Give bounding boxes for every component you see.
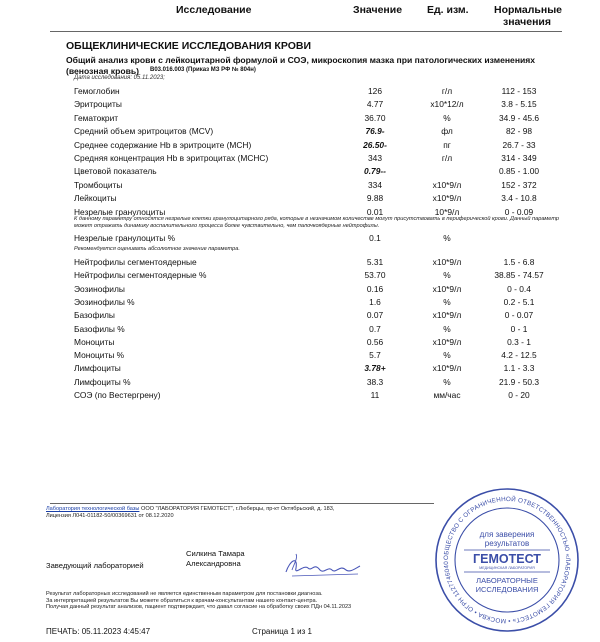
row-norm: 1.5 - 6.8	[503, 257, 535, 267]
table-row	[0, 377, 600, 390]
col-norm-header: Нормальные	[494, 4, 563, 16]
row-unit: 10*9/л	[434, 206, 460, 217]
row-norm: 0 - 0.07	[504, 310, 534, 321]
page-number: Страница 1 из 1	[252, 627, 312, 636]
table-row	[0, 284, 600, 297]
test-code: B03.016.003 (Приказ МЗ РФ № 804н)	[150, 67, 256, 73]
stamp-bottom-1: ЛАБОРАТОРНЫЕ	[476, 576, 538, 585]
row-norm: 4.2 - 12.5	[501, 350, 537, 361]
disclaimer-line-2: За интерпретацией результатов Вы можете обратиться к врачам-консультантам нашего контакт-центра.	[46, 597, 318, 604]
footer-divider	[50, 503, 434, 504]
lab-link[interactable]: Лаборатория технологической базы	[46, 506, 140, 512]
note-absolute-value: Рекомендуется оценивать абсолютное значение параметра.	[74, 246, 240, 252]
signature-image	[282, 546, 364, 582]
row-unit: x10*9/л	[432, 336, 462, 347]
table-row	[0, 350, 600, 363]
head-name-line-1: Силкина Тамара	[186, 549, 245, 558]
row-norm: 0.3 - 1	[507, 336, 531, 347]
row-unit: %	[443, 323, 451, 334]
row-unit: фл	[441, 126, 453, 137]
disclaimer	[46, 591, 436, 611]
stamp-brand-sub: МЕДИЦИНСКАЯ ЛАБОРАТОРИЯ	[479, 566, 535, 570]
row-unit: %	[443, 296, 451, 307]
row-unit: %	[443, 350, 451, 361]
row-unit: %	[443, 270, 451, 281]
row-name: Нейтрофилы сегментоядерные	[74, 257, 197, 267]
row-value: 0.56	[366, 336, 384, 347]
row-value: 3.78+	[364, 363, 386, 374]
row-value: 0.7	[369, 323, 381, 334]
head-of-lab-name	[186, 549, 245, 569]
table-row	[0, 113, 600, 126]
row-value: 0.1	[369, 233, 381, 243]
head-name-line-2: Александровна	[186, 559, 241, 568]
row-norm: 26.7 - 33	[502, 139, 536, 150]
table-row	[0, 166, 600, 179]
table-row	[0, 126, 600, 139]
row-value: 0.79--	[364, 166, 386, 177]
row-norm: 152 - 372	[501, 179, 537, 190]
row-unit: г/л	[441, 153, 453, 163]
row-unit: x10*9/л	[432, 283, 462, 294]
row-norm: 0 - 20	[508, 390, 530, 400]
row-name: Средний объем эритроцитов (MCV)	[74, 126, 214, 137]
table-row	[0, 180, 600, 193]
row-name: Средняя концентрация Hb в эритроцитах (MCHC)	[74, 153, 269, 163]
note-immature-granulocytes: К данному параметру относятся незрелые клетки гранулоцитарного ряда, которые в незначимом количестве могут присутствовать в периферической крови. Данный параметр может отражать динамику воспалительного процесса более чувствительно, чем палочкоядерные нейтрофилы.	[74, 216, 560, 229]
stamp-seal	[434, 487, 580, 633]
header-divider	[50, 31, 562, 32]
row-name: Гематокрит	[74, 112, 119, 123]
disclaimer-line-3: Получая данный результат анализов, пациент подтверждает, что давал согласие на обработку своих ПДн 04.11.2023	[46, 604, 352, 611]
row-value: 76.9-	[365, 126, 385, 137]
row-name: Эозинофилы	[74, 283, 125, 294]
row-norm: 0 - 0.4	[507, 283, 531, 294]
table-row	[0, 257, 600, 270]
stamp-bottom-2: ИССЛЕДОВАНИЯ	[475, 585, 539, 594]
row-unit: x10*12/л	[430, 99, 464, 110]
table-row	[0, 86, 600, 99]
row-value: 0.01	[366, 206, 384, 217]
row-name: Лимфоциты	[74, 363, 121, 374]
row-value: 36.70	[364, 112, 386, 123]
row-name: Среднее содержание Hb в эритроците (MCH)	[74, 139, 252, 150]
row-norm: 0 - 1	[510, 323, 528, 334]
row-name: Лимфоциты %	[74, 376, 131, 387]
table-row	[0, 310, 600, 323]
test-name	[66, 55, 566, 76]
row-name: СОЭ (по Вестергрену)	[74, 390, 161, 400]
row-value: 126	[368, 86, 382, 96]
row-unit: %	[443, 233, 451, 243]
row-value: 4.77	[366, 99, 384, 110]
row-unit: x10*9/л	[432, 310, 462, 321]
row-norm: 314 - 349	[501, 153, 537, 163]
table-header	[0, 2, 600, 30]
lab-info	[46, 506, 426, 519]
table-row	[0, 153, 600, 166]
row-name: Моноциты %	[74, 350, 125, 361]
row-value: 38.3	[366, 376, 384, 387]
signature	[282, 546, 364, 587]
lab-license: Лицензия Л041-01182-50/00369631 от 08.12.2020	[46, 512, 174, 519]
row-name: Нейтрофилы сегментоядерные %	[74, 270, 207, 281]
col-test-header: Исследование	[176, 4, 252, 16]
section-title: ОБЩЕКЛИНИЧЕСКИЕ ИССЛЕДОВАНИЯ КРОВИ	[66, 40, 311, 52]
row-name: Эозинофилы %	[74, 296, 135, 307]
row-value: 11	[370, 390, 380, 400]
row-unit: пг	[443, 139, 451, 150]
stamp-top-2: результатов	[484, 539, 530, 548]
row-value: 343	[368, 153, 382, 163]
row-unit: %	[443, 376, 451, 387]
print-timestamp: ПЕЧАТЬ: 05.11.2023 4:45:47	[46, 627, 151, 636]
row-name: Тромбоциты	[74, 179, 123, 190]
gemotest-stamp	[434, 487, 580, 638]
row-norm: 3.8 - 5.15	[501, 99, 537, 110]
stamp-top-1: для заверения	[479, 530, 535, 539]
table-row	[0, 324, 600, 337]
row-unit: x10*9/л	[432, 179, 462, 190]
table-row	[0, 363, 600, 376]
row-unit: %	[443, 112, 451, 123]
row-value: 9.88	[366, 193, 384, 204]
lab-address: ООО "ЛАБОРАТОРИЯ ГЕМОТЕСТ", г.Люберцы, пр-кт Октябрьский, д. 183,	[139, 506, 335, 512]
row-value: 53.70	[364, 270, 386, 281]
row-name: Базофилы	[74, 310, 115, 321]
row-name: Эритроциты	[74, 99, 122, 110]
table-row	[0, 337, 600, 350]
row-norm: 112 - 153	[501, 86, 537, 96]
test-date: Дата исследования: 05.11.2023;	[74, 75, 165, 81]
row-unit: x10*9/л	[432, 193, 462, 204]
row-unit: г/л	[441, 86, 453, 96]
row-value: 0.07	[366, 310, 384, 321]
col-unit-header: Ед. изм.	[427, 4, 469, 16]
table-row	[0, 297, 600, 310]
row-value: 5.31	[366, 257, 384, 267]
row-norm: 38.85 - 74.57	[494, 270, 544, 281]
row-norm: 1.1 - 3.3	[503, 363, 535, 374]
row-norm: 0 - 0.09	[504, 206, 534, 217]
row-unit: x10*9/л	[432, 257, 462, 267]
row-value: 0.16	[366, 283, 384, 294]
col-value-header: Значение	[353, 4, 403, 16]
row-norm: 0.2 - 5.1	[503, 296, 535, 307]
disclaimer-line-1: Результат лабораторных исследований не является единственным параметром для постановки диагноза.	[46, 591, 323, 597]
row-name: Гемоглобин	[74, 86, 120, 96]
row-unit: x10*9/л	[432, 363, 462, 374]
stamp-ring-text: ОБЩЕСТВО С ОГРАНИЧЕННОЙ ОТВЕТСТВЕННОСТЬЮ «ЛАБОРАТОРИЯ ГЕМОТЕСТ» • МОСКВА • ОГРН 1127746040	[442, 495, 572, 625]
row-name: Лейкоциты	[74, 193, 117, 204]
row-norm: 82 - 98	[505, 126, 533, 137]
row-value: 1.6	[369, 296, 381, 307]
row-value: 5.7	[369, 350, 381, 361]
head-of-lab-label: Заведующий лабораторией	[46, 561, 144, 570]
table-row	[0, 270, 600, 283]
row-name: Незрелые гранулоциты	[74, 206, 166, 217]
row-name: Цветовой показатель	[74, 166, 157, 177]
col-norm-header-2: значения	[503, 16, 551, 28]
table-row	[0, 193, 600, 206]
table-row	[0, 140, 600, 153]
row-norm: 34.9 - 45.6	[498, 112, 540, 123]
row-unit: мм/час	[433, 390, 461, 400]
row-name: Моноциты	[74, 336, 115, 347]
stamp-brand: ГЕМОТЕСТ	[473, 552, 541, 566]
row-value: 334	[368, 179, 382, 190]
row-norm: 3.4 - 10.8	[501, 193, 537, 204]
row-name: Незрелые гранулоциты %	[74, 233, 176, 243]
test-name-text: Общий анализ крови с лейкоцитарной формулой и СОЭ, микроскопия мазка при патологических изменениях (венозная кровь)	[66, 55, 536, 76]
row-name: Базофилы %	[74, 323, 125, 334]
table-row	[0, 233, 600, 246]
row-norm: 0.85 - 1.00	[498, 166, 540, 177]
table-row	[0, 99, 600, 112]
table-row	[0, 390, 600, 403]
row-value: 26.50-	[363, 139, 387, 150]
row-norm: 21.9 - 50.3	[498, 376, 540, 387]
